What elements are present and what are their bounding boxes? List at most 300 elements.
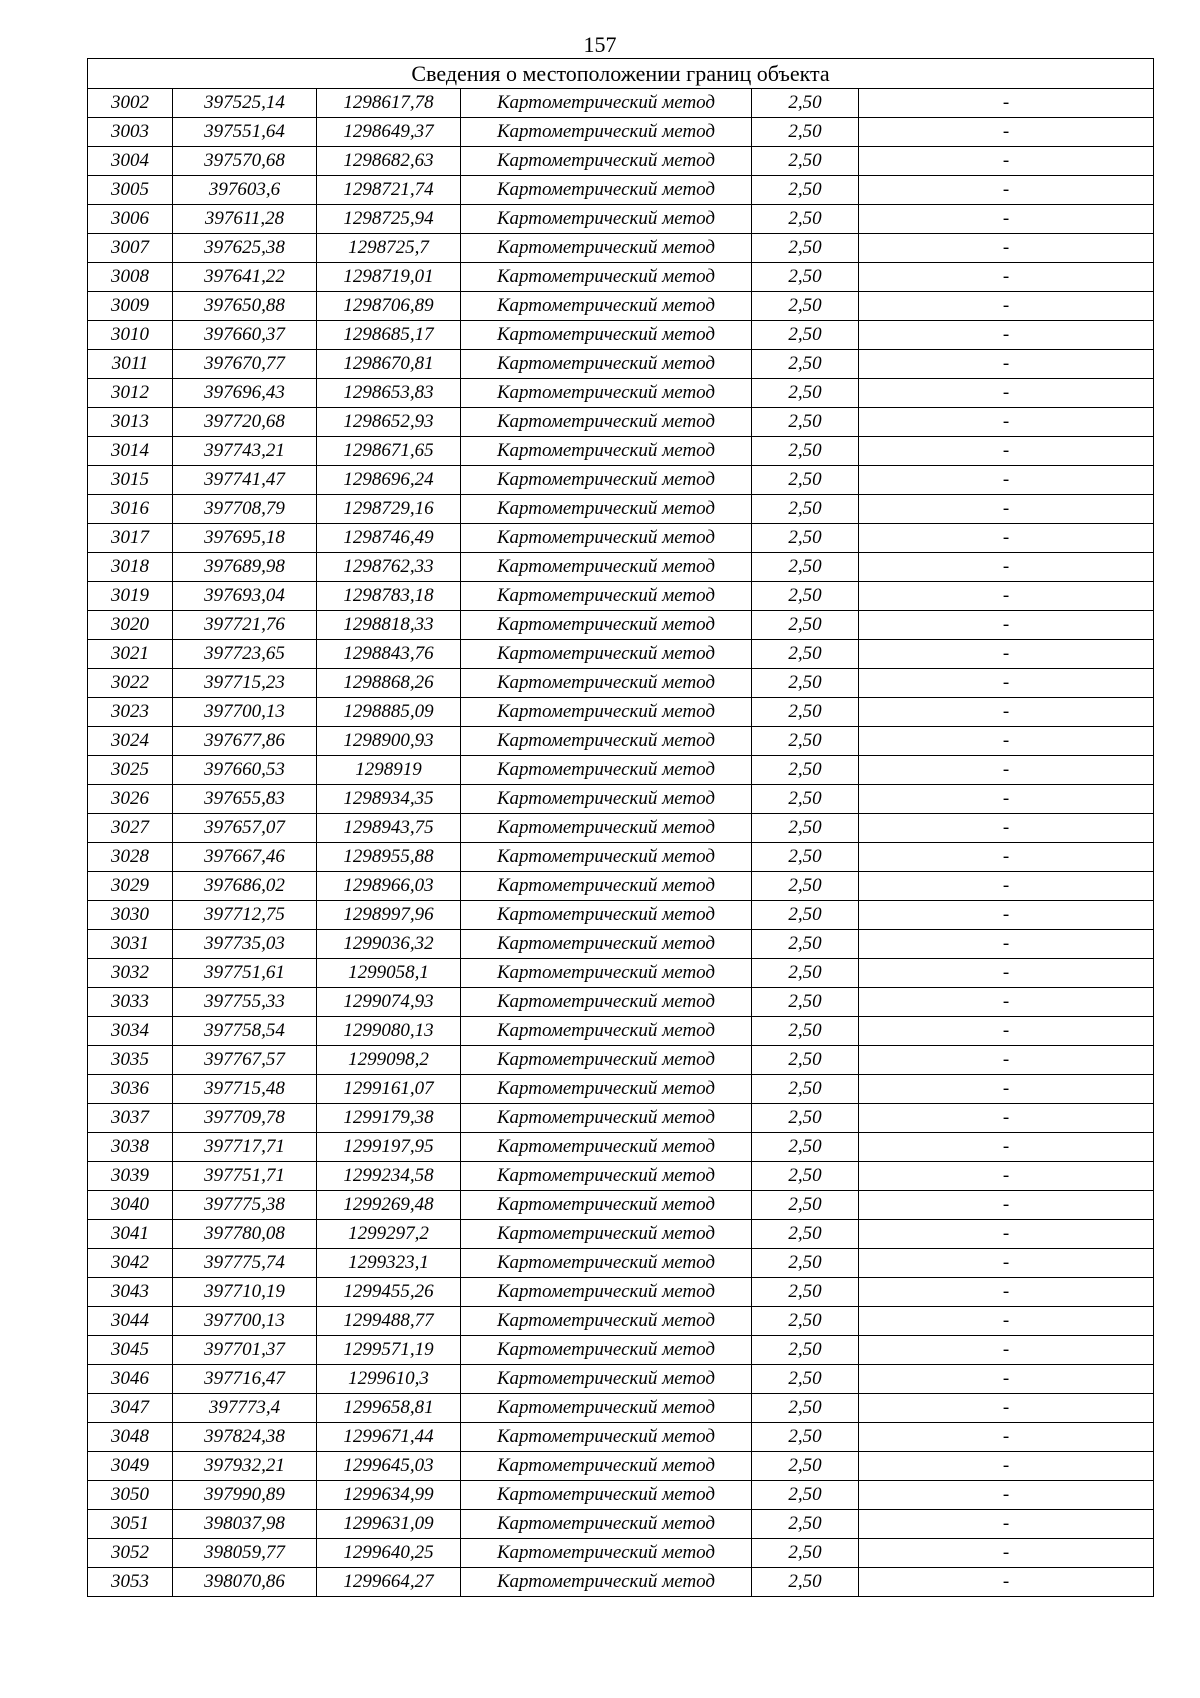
description-cell: -: [859, 1510, 1154, 1539]
x-coordinate-cell: 397700,13: [173, 1307, 317, 1336]
y-coordinate-cell: 1298843,76: [317, 640, 461, 669]
y-coordinate-cell: 1299664,27: [317, 1568, 461, 1597]
accuracy-cell: 2,50: [752, 1278, 859, 1307]
point-number-cell: 3033: [88, 988, 173, 1017]
y-coordinate-cell: 1299179,38: [317, 1104, 461, 1133]
accuracy-cell: 2,50: [752, 205, 859, 234]
table-row: [88, 640, 1154, 669]
method-cell: Картометрический метод: [461, 756, 752, 785]
table-body: [88, 59, 1154, 1597]
description-cell: -: [859, 843, 1154, 872]
method-cell: Картометрический метод: [461, 379, 752, 408]
table-row: [88, 466, 1154, 495]
description-cell: -: [859, 640, 1154, 669]
table-row: [88, 1394, 1154, 1423]
point-number-cell: 3042: [88, 1249, 173, 1278]
description-cell: -: [859, 1191, 1154, 1220]
description-cell: -: [859, 959, 1154, 988]
method-cell: Картометрический метод: [461, 1423, 752, 1452]
y-coordinate-cell: 1299455,26: [317, 1278, 461, 1307]
x-coordinate-cell: 398037,98: [173, 1510, 317, 1539]
method-cell: Картометрический метод: [461, 611, 752, 640]
accuracy-cell: 2,50: [752, 1510, 859, 1539]
y-coordinate-cell: 1299058,1: [317, 959, 461, 988]
method-cell: Картометрический метод: [461, 1539, 752, 1568]
table-row: [88, 553, 1154, 582]
method-cell: Картометрический метод: [461, 1278, 752, 1307]
point-number-cell: 3023: [88, 698, 173, 727]
accuracy-cell: 2,50: [752, 611, 859, 640]
y-coordinate-cell: 1298919: [317, 756, 461, 785]
table-row: [88, 495, 1154, 524]
method-cell: Картометрический метод: [461, 495, 752, 524]
x-coordinate-cell: 397708,79: [173, 495, 317, 524]
x-coordinate-cell: 397696,43: [173, 379, 317, 408]
description-cell: -: [859, 1133, 1154, 1162]
method-cell: Картометрический метод: [461, 118, 752, 147]
description-cell: -: [859, 698, 1154, 727]
point-number-cell: 3037: [88, 1104, 173, 1133]
description-cell: -: [859, 466, 1154, 495]
accuracy-cell: 2,50: [752, 1423, 859, 1452]
method-cell: Картометрический метод: [461, 437, 752, 466]
accuracy-cell: 2,50: [752, 785, 859, 814]
accuracy-cell: 2,50: [752, 89, 859, 118]
y-coordinate-cell: 1299098,2: [317, 1046, 461, 1075]
table-row: [88, 698, 1154, 727]
table-row: [88, 350, 1154, 379]
x-coordinate-cell: 397551,64: [173, 118, 317, 147]
table-row: [88, 147, 1154, 176]
method-cell: Картометрический метод: [461, 1481, 752, 1510]
y-coordinate-cell: 1299297,2: [317, 1220, 461, 1249]
description-cell: -: [859, 176, 1154, 205]
point-number-cell: 3008: [88, 263, 173, 292]
accuracy-cell: 2,50: [752, 698, 859, 727]
table-row: [88, 901, 1154, 930]
method-cell: Картометрический метод: [461, 785, 752, 814]
point-number-cell: 3024: [88, 727, 173, 756]
description-cell: -: [859, 321, 1154, 350]
x-coordinate-cell: 397686,02: [173, 872, 317, 901]
x-coordinate-cell: 397755,33: [173, 988, 317, 1017]
x-coordinate-cell: 397657,07: [173, 814, 317, 843]
y-coordinate-cell: 1298725,7: [317, 234, 461, 263]
y-coordinate-cell: 1298725,94: [317, 205, 461, 234]
method-cell: Картометрический метод: [461, 901, 752, 930]
method-cell: Картометрический метод: [461, 1394, 752, 1423]
x-coordinate-cell: 398059,77: [173, 1539, 317, 1568]
description-cell: -: [859, 1365, 1154, 1394]
description-cell: -: [859, 1017, 1154, 1046]
point-number-cell: 3021: [88, 640, 173, 669]
description-cell: -: [859, 234, 1154, 263]
method-cell: Картометрический метод: [461, 1307, 752, 1336]
description-cell: -: [859, 785, 1154, 814]
table-row: [88, 1046, 1154, 1075]
table-row: [88, 1075, 1154, 1104]
y-coordinate-cell: 1298746,49: [317, 524, 461, 553]
description-cell: -: [859, 1452, 1154, 1481]
table-row: [88, 263, 1154, 292]
x-coordinate-cell: 397723,65: [173, 640, 317, 669]
description-cell: -: [859, 205, 1154, 234]
table-row: [88, 1452, 1154, 1481]
point-number-cell: 3049: [88, 1452, 173, 1481]
accuracy-cell: 2,50: [752, 582, 859, 611]
table-row: [88, 1510, 1154, 1539]
accuracy-cell: 2,50: [752, 814, 859, 843]
x-coordinate-cell: 397767,57: [173, 1046, 317, 1075]
point-number-cell: 3015: [88, 466, 173, 495]
point-number-cell: 3047: [88, 1394, 173, 1423]
y-coordinate-cell: 1298696,24: [317, 466, 461, 495]
table-row: [88, 1539, 1154, 1568]
table-row: [88, 1249, 1154, 1278]
accuracy-cell: 2,50: [752, 176, 859, 205]
y-coordinate-cell: 1299234,58: [317, 1162, 461, 1191]
point-number-cell: 3046: [88, 1365, 173, 1394]
point-number-cell: 3018: [88, 553, 173, 582]
point-number-cell: 3019: [88, 582, 173, 611]
accuracy-cell: 2,50: [752, 408, 859, 437]
table-row: [88, 814, 1154, 843]
x-coordinate-cell: 397715,23: [173, 669, 317, 698]
description-cell: -: [859, 1568, 1154, 1597]
method-cell: Картометрический метод: [461, 524, 752, 553]
y-coordinate-cell: 1298671,65: [317, 437, 461, 466]
table-row: [88, 205, 1154, 234]
point-number-cell: 3007: [88, 234, 173, 263]
table-row: [88, 1278, 1154, 1307]
point-number-cell: 3016: [88, 495, 173, 524]
description-cell: -: [859, 930, 1154, 959]
description-cell: -: [859, 582, 1154, 611]
table-row: [88, 321, 1154, 350]
y-coordinate-cell: 1298900,93: [317, 727, 461, 756]
accuracy-cell: 2,50: [752, 1075, 859, 1104]
description-cell: -: [859, 89, 1154, 118]
description-cell: -: [859, 1394, 1154, 1423]
description-cell: -: [859, 1162, 1154, 1191]
description-cell: -: [859, 1539, 1154, 1568]
y-coordinate-cell: 1299269,48: [317, 1191, 461, 1220]
point-number-cell: 3038: [88, 1133, 173, 1162]
table-row: [88, 1133, 1154, 1162]
accuracy-cell: 2,50: [752, 1191, 859, 1220]
method-cell: Картометрический метод: [461, 1191, 752, 1220]
table-row: [88, 785, 1154, 814]
accuracy-cell: 2,50: [752, 118, 859, 147]
x-coordinate-cell: 397824,38: [173, 1423, 317, 1452]
method-cell: Картометрический метод: [461, 466, 752, 495]
point-number-cell: 3031: [88, 930, 173, 959]
point-number-cell: 3052: [88, 1539, 173, 1568]
method-cell: Картометрический метод: [461, 147, 752, 176]
table-row: [88, 930, 1154, 959]
point-number-cell: 3027: [88, 814, 173, 843]
y-coordinate-cell: 1299036,32: [317, 930, 461, 959]
y-coordinate-cell: 1298818,33: [317, 611, 461, 640]
method-cell: Картометрический метод: [461, 1336, 752, 1365]
description-cell: -: [859, 524, 1154, 553]
x-coordinate-cell: 397717,71: [173, 1133, 317, 1162]
point-number-cell: 3022: [88, 669, 173, 698]
table-row: [88, 1423, 1154, 1452]
y-coordinate-cell: 1298729,16: [317, 495, 461, 524]
y-coordinate-cell: 1299671,44: [317, 1423, 461, 1452]
table-row: [88, 1220, 1154, 1249]
table-row: [88, 872, 1154, 901]
method-cell: Картометрический метод: [461, 1104, 752, 1133]
y-coordinate-cell: 1298670,81: [317, 350, 461, 379]
method-cell: Картометрический метод: [461, 1075, 752, 1104]
method-cell: Картометрический метод: [461, 350, 752, 379]
x-coordinate-cell: 398070,86: [173, 1568, 317, 1597]
table-row: [88, 959, 1154, 988]
accuracy-cell: 2,50: [752, 727, 859, 756]
method-cell: Картометрический метод: [461, 1510, 752, 1539]
table-row: [88, 727, 1154, 756]
description-cell: -: [859, 1249, 1154, 1278]
point-number-cell: 3034: [88, 1017, 173, 1046]
method-cell: Картометрический метод: [461, 408, 752, 437]
description-cell: -: [859, 118, 1154, 147]
table-row: [88, 1191, 1154, 1220]
y-coordinate-cell: 1299631,09: [317, 1510, 461, 1539]
y-coordinate-cell: 1298649,37: [317, 118, 461, 147]
accuracy-cell: 2,50: [752, 234, 859, 263]
x-coordinate-cell: 397689,98: [173, 553, 317, 582]
point-number-cell: 3053: [88, 1568, 173, 1597]
x-coordinate-cell: 397660,37: [173, 321, 317, 350]
point-number-cell: 3039: [88, 1162, 173, 1191]
y-coordinate-cell: 1298955,88: [317, 843, 461, 872]
accuracy-cell: 2,50: [752, 350, 859, 379]
y-coordinate-cell: 1299571,19: [317, 1336, 461, 1365]
description-cell: -: [859, 1046, 1154, 1075]
description-cell: -: [859, 988, 1154, 1017]
description-cell: -: [859, 553, 1154, 582]
x-coordinate-cell: 397650,88: [173, 292, 317, 321]
accuracy-cell: 2,50: [752, 1046, 859, 1075]
method-cell: Картометрический метод: [461, 176, 752, 205]
description-cell: -: [859, 1307, 1154, 1336]
description-cell: -: [859, 756, 1154, 785]
x-coordinate-cell: 397667,46: [173, 843, 317, 872]
accuracy-cell: 2,50: [752, 1481, 859, 1510]
table-row: [88, 988, 1154, 1017]
y-coordinate-cell: 1298997,96: [317, 901, 461, 930]
accuracy-cell: 2,50: [752, 1249, 859, 1278]
point-number-cell: 3017: [88, 524, 173, 553]
y-coordinate-cell: 1298721,74: [317, 176, 461, 205]
x-coordinate-cell: 397712,75: [173, 901, 317, 930]
accuracy-cell: 2,50: [752, 292, 859, 321]
method-cell: Картометрический метод: [461, 1220, 752, 1249]
accuracy-cell: 2,50: [752, 1307, 859, 1336]
table-row: [88, 1307, 1154, 1336]
y-coordinate-cell: 1298685,17: [317, 321, 461, 350]
x-coordinate-cell: 397773,4: [173, 1394, 317, 1423]
method-cell: Картометрический метод: [461, 930, 752, 959]
x-coordinate-cell: 397677,86: [173, 727, 317, 756]
accuracy-cell: 2,50: [752, 1568, 859, 1597]
method-cell: Картометрический метод: [461, 263, 752, 292]
accuracy-cell: 2,50: [752, 1220, 859, 1249]
accuracy-cell: 2,50: [752, 524, 859, 553]
description-cell: -: [859, 1075, 1154, 1104]
method-cell: Картометрический метод: [461, 1046, 752, 1075]
point-number-cell: 3005: [88, 176, 173, 205]
method-cell: Картометрический метод: [461, 89, 752, 118]
y-coordinate-cell: 1298653,83: [317, 379, 461, 408]
x-coordinate-cell: 397710,19: [173, 1278, 317, 1307]
x-coordinate-cell: 397695,18: [173, 524, 317, 553]
y-coordinate-cell: 1298868,26: [317, 669, 461, 698]
y-coordinate-cell: 1298783,18: [317, 582, 461, 611]
table-row: [88, 843, 1154, 872]
method-cell: Картометрический метод: [461, 959, 752, 988]
y-coordinate-cell: 1299080,13: [317, 1017, 461, 1046]
accuracy-cell: 2,50: [752, 263, 859, 292]
table-row: [88, 1162, 1154, 1191]
table-row: [88, 234, 1154, 263]
method-cell: Картометрический метод: [461, 640, 752, 669]
point-number-cell: 3003: [88, 118, 173, 147]
description-cell: -: [859, 408, 1154, 437]
point-number-cell: 3044: [88, 1307, 173, 1336]
point-number-cell: 3051: [88, 1510, 173, 1539]
table-row: [88, 408, 1154, 437]
method-cell: Картометрический метод: [461, 988, 752, 1017]
table-row: [88, 89, 1154, 118]
description-cell: -: [859, 437, 1154, 466]
boundary-coordinates-table: [87, 58, 1154, 1597]
y-coordinate-cell: 1299658,81: [317, 1394, 461, 1423]
point-number-cell: 3020: [88, 611, 173, 640]
accuracy-cell: 2,50: [752, 495, 859, 524]
method-cell: Картометрический метод: [461, 1568, 752, 1597]
method-cell: Картометрический метод: [461, 234, 752, 263]
point-number-cell: 3035: [88, 1046, 173, 1075]
method-cell: Картометрический метод: [461, 292, 752, 321]
method-cell: Картометрический метод: [461, 553, 752, 582]
accuracy-cell: 2,50: [752, 872, 859, 901]
y-coordinate-cell: 1299488,77: [317, 1307, 461, 1336]
page-number: 157: [583, 32, 617, 57]
accuracy-cell: 2,50: [752, 321, 859, 350]
accuracy-cell: 2,50: [752, 640, 859, 669]
x-coordinate-cell: 397780,08: [173, 1220, 317, 1249]
description-cell: -: [859, 1423, 1154, 1452]
method-cell: Картометрический метод: [461, 698, 752, 727]
table-row: [88, 1365, 1154, 1394]
x-coordinate-cell: 397715,48: [173, 1075, 317, 1104]
x-coordinate-cell: 397775,38: [173, 1191, 317, 1220]
y-coordinate-cell: 1299610,3: [317, 1365, 461, 1394]
accuracy-cell: 2,50: [752, 1162, 859, 1191]
x-coordinate-cell: 397709,78: [173, 1104, 317, 1133]
y-coordinate-cell: 1298617,78: [317, 89, 461, 118]
point-number-cell: 3048: [88, 1423, 173, 1452]
description-cell: -: [859, 1278, 1154, 1307]
accuracy-cell: 2,50: [752, 1133, 859, 1162]
point-number-cell: 3043: [88, 1278, 173, 1307]
y-coordinate-cell: 1299197,95: [317, 1133, 461, 1162]
x-coordinate-cell: 397670,77: [173, 350, 317, 379]
accuracy-cell: 2,50: [752, 959, 859, 988]
x-coordinate-cell: 397693,04: [173, 582, 317, 611]
point-number-cell: 3009: [88, 292, 173, 321]
table-row: [88, 611, 1154, 640]
x-coordinate-cell: 397716,47: [173, 1365, 317, 1394]
table-row: [88, 176, 1154, 205]
table-row: [88, 118, 1154, 147]
point-number-cell: 3029: [88, 872, 173, 901]
table-title-row: [88, 59, 1154, 89]
description-cell: -: [859, 901, 1154, 930]
point-number-cell: 3050: [88, 1481, 173, 1510]
accuracy-cell: 2,50: [752, 1394, 859, 1423]
y-coordinate-cell: 1298934,35: [317, 785, 461, 814]
point-number-cell: 3026: [88, 785, 173, 814]
accuracy-cell: 2,50: [752, 379, 859, 408]
x-coordinate-cell: 397735,03: [173, 930, 317, 959]
y-coordinate-cell: 1298762,33: [317, 553, 461, 582]
point-number-cell: 3010: [88, 321, 173, 350]
accuracy-cell: 2,50: [752, 669, 859, 698]
x-coordinate-cell: 397603,6: [173, 176, 317, 205]
method-cell: Картометрический метод: [461, 843, 752, 872]
y-coordinate-cell: 1299640,25: [317, 1539, 461, 1568]
y-coordinate-cell: 1298966,03: [317, 872, 461, 901]
x-coordinate-cell: 397751,71: [173, 1162, 317, 1191]
description-cell: -: [859, 1481, 1154, 1510]
point-number-cell: 3032: [88, 959, 173, 988]
method-cell: Картометрический метод: [461, 582, 752, 611]
point-number-cell: 3036: [88, 1075, 173, 1104]
x-coordinate-cell: 397721,76: [173, 611, 317, 640]
accuracy-cell: 2,50: [752, 437, 859, 466]
point-number-cell: 3014: [88, 437, 173, 466]
y-coordinate-cell: 1299161,07: [317, 1075, 461, 1104]
method-cell: Картометрический метод: [461, 814, 752, 843]
x-coordinate-cell: 397775,74: [173, 1249, 317, 1278]
y-coordinate-cell: 1298682,63: [317, 147, 461, 176]
description-cell: -: [859, 379, 1154, 408]
point-number-cell: 3028: [88, 843, 173, 872]
x-coordinate-cell: 397751,61: [173, 959, 317, 988]
method-cell: Картометрический метод: [461, 872, 752, 901]
description-cell: -: [859, 292, 1154, 321]
description-cell: -: [859, 350, 1154, 379]
y-coordinate-cell: 1298943,75: [317, 814, 461, 843]
y-coordinate-cell: 1299645,03: [317, 1452, 461, 1481]
y-coordinate-cell: 1299323,1: [317, 1249, 461, 1278]
point-number-cell: 3045: [88, 1336, 173, 1365]
x-coordinate-cell: 397525,14: [173, 89, 317, 118]
method-cell: Картометрический метод: [461, 1162, 752, 1191]
table-title: Сведения о местоположении границ объекта: [88, 59, 1154, 89]
point-number-cell: 3004: [88, 147, 173, 176]
description-cell: -: [859, 263, 1154, 292]
table-row: [88, 582, 1154, 611]
x-coordinate-cell: 397570,68: [173, 147, 317, 176]
accuracy-cell: 2,50: [752, 1336, 859, 1365]
method-cell: Картометрический метод: [461, 1017, 752, 1046]
x-coordinate-cell: 397720,68: [173, 408, 317, 437]
